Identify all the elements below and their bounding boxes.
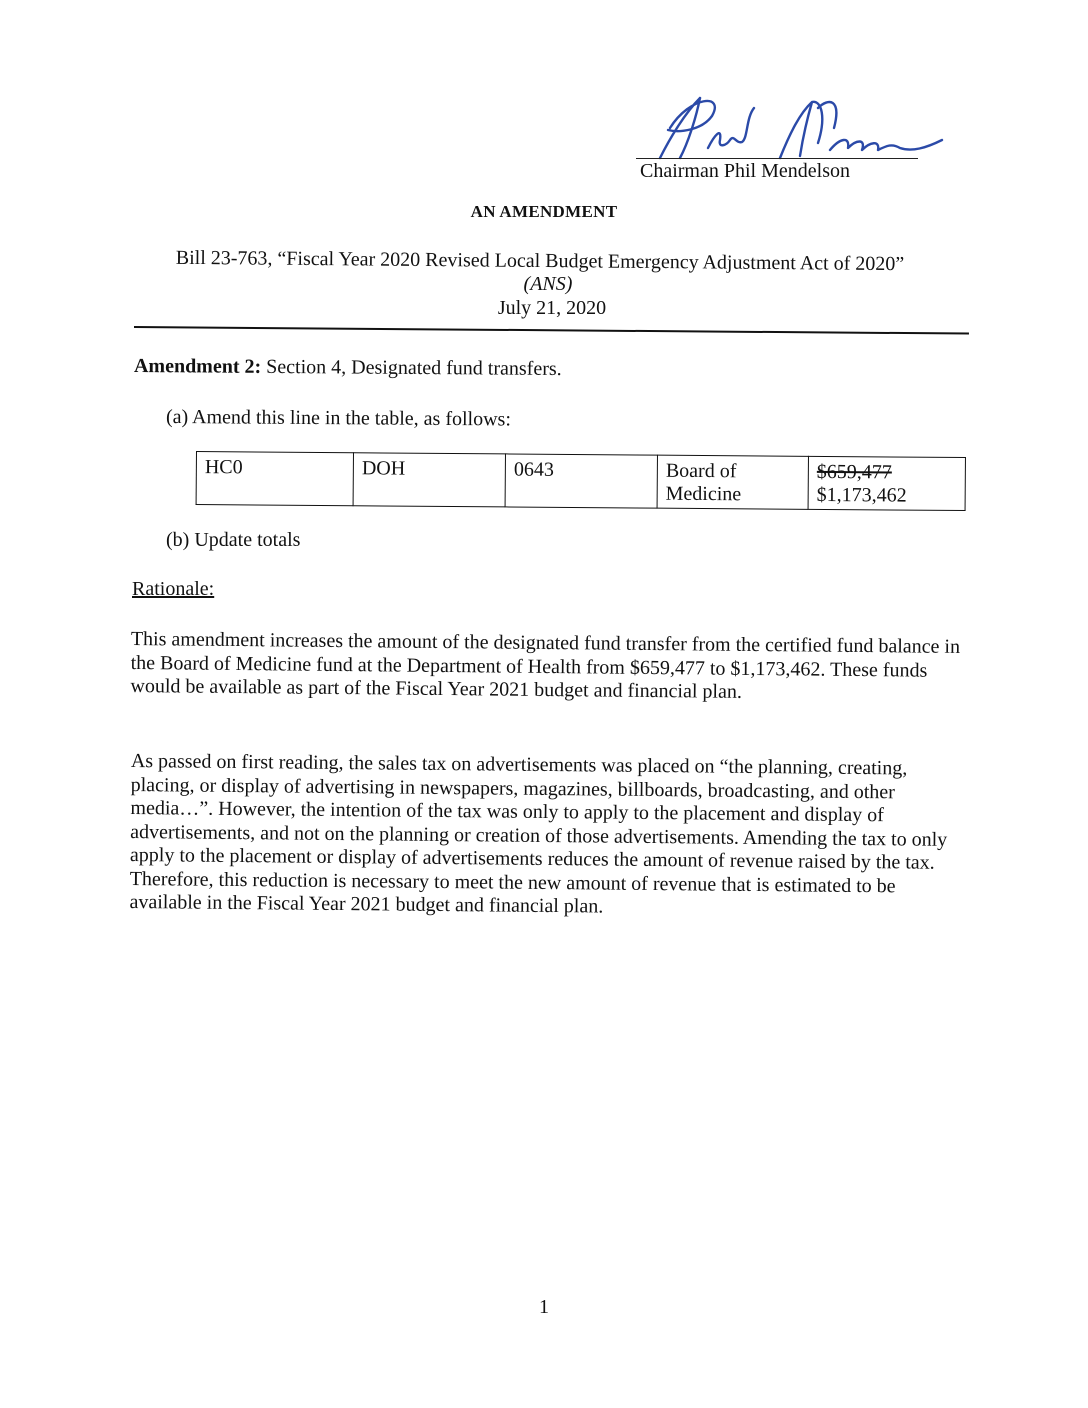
amendment-section: Section 4, Designated fund transfers. — [261, 355, 562, 380]
header-divider — [134, 326, 969, 335]
amendment-heading — [134, 355, 562, 381]
amendment-item-b: (b) Update totals — [166, 529, 301, 551]
signer-name: Chairman Phil Mendelson — [640, 160, 850, 182]
amendment-label: Amendment 2: — [133, 355, 262, 378]
table-row — [196, 452, 965, 511]
bill-version: (ANS) — [523, 273, 573, 295]
old-amount: $659,477 — [816, 460, 892, 484]
bill-title: Bill 23-763, “Fiscal Year 2020 Revised Local Budget Emergency Adjustment Act of 2020” — [175, 246, 905, 276]
amount-cell — [808, 456, 965, 510]
amendment-item-a: (a) Amend this line in the table, as follows: — [165, 406, 512, 431]
rationale-paragraph-1: This amendment increases the amount of the designated fund transfer from the certified fund balance in the Board of Medicine fund at the Department of Health from $659,477 to $1,173,462. These funds would be available as part of the Fiscal Year 2021 budget and financial plan. — [130, 628, 961, 703]
bill-date: July 21, 2020 — [497, 297, 607, 319]
rationale-paragraph-2: As passed on first reading, the sales tax on advertisements was placed on “the planning, creating, placing, or display of advertising in newspapers, magazines, billboards, broadcasting, and other media…”. However, the intention of the tax was only to apply to the placement and display of advertisements, and not on the planning or creation of those advertisements. Amending the tax to only apply to the placement or display of advertisements reduces the amount of revenue raised by the tax. Therefore, this reduction is necessary to meet the new amount of revenue that is estimated to be available in the Fiscal Year 2021 budget and financial plan. — [129, 750, 948, 918]
fund-transfer-table — [196, 451, 966, 511]
page-number: 1 — [539, 1296, 549, 1318]
fund-name-cell: Board of Medicine — [657, 455, 808, 509]
document-heading: AN AMENDMENT — [470, 202, 618, 221]
signature-line — [636, 158, 918, 159]
fund-transfer-table-wrapper — [196, 451, 966, 513]
fund-cell: 0643 — [505, 454, 657, 508]
agency-code-cell: HC0 — [196, 452, 353, 506]
rationale-label: Rationale: — [132, 578, 215, 600]
new-amount: $1,173,462 — [816, 483, 907, 507]
agency-cell: DOH — [353, 453, 505, 507]
